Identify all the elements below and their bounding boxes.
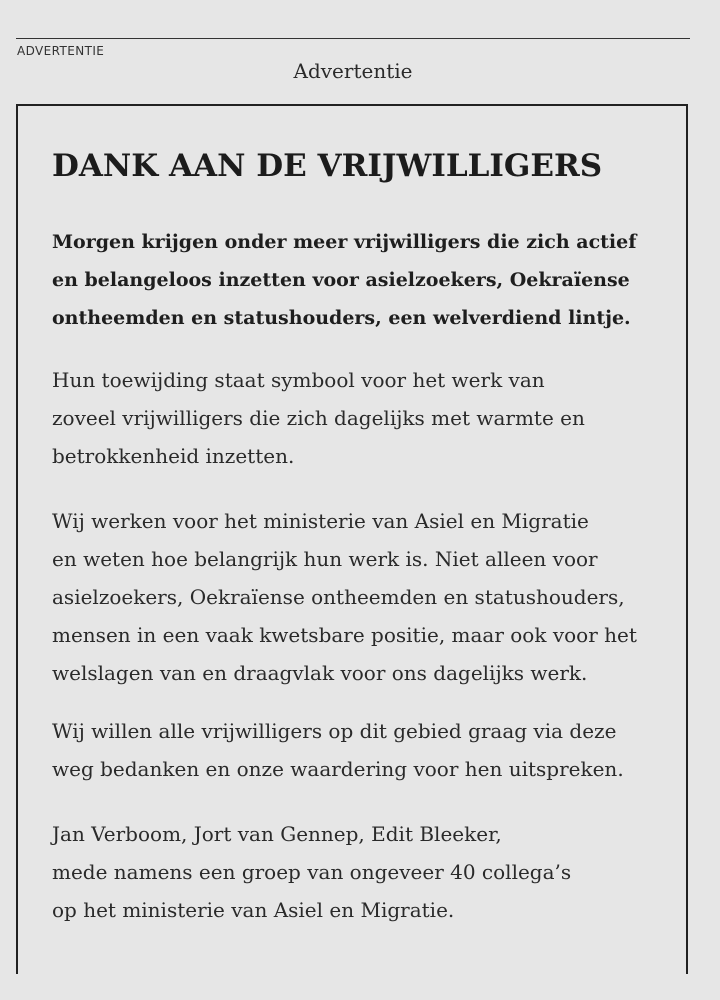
- signature-block: [52, 815, 571, 929]
- lead-paragraph: [52, 223, 636, 337]
- paragraph-line: asielzoekers, Oekraïense ontheemden en statushouders,: [52, 585, 625, 609]
- paragraph-line: Wij willen alle vrijwilligers op dit gebied graag via deze: [52, 719, 617, 743]
- body-paragraph-1: [52, 361, 585, 475]
- paragraph-line: zoveel vrijwilligers die zich dagelijks met warmte en: [52, 406, 585, 430]
- paragraph-line: Hun toewijding staat symbool voor het werk van: [52, 368, 545, 392]
- ad-label: Advertentie: [293, 59, 413, 83]
- body-paragraph-3: [52, 712, 624, 788]
- paragraph-line: betrokkenheid inzetten.: [52, 444, 295, 468]
- paragraph-line: mensen in een vaak kwetsbare positie, maar ook voor het: [52, 623, 637, 647]
- ad-headline: DANK AAN DE VRIJWILLIGERS: [52, 148, 603, 184]
- section-kicker: ADVERTENTIE: [17, 44, 105, 58]
- top-divider: [16, 38, 690, 39]
- signature-line: op het ministerie van Asiel en Migratie.: [52, 898, 455, 922]
- paragraph-line: en weten hoe belangrijk hun werk is. Niet alleen voor: [52, 547, 598, 571]
- lead-line: ontheemden en statushouders, een welverdiend lintje.: [52, 307, 631, 329]
- paragraph-line: Wij werken voor het ministerie van Asiel en Migratie: [52, 509, 589, 533]
- paragraph-line: weg bedanken en onze waardering voor hen uitspreken.: [52, 757, 624, 781]
- lead-line: en belangeloos inzetten voor asielzoekers, Oekraïense: [52, 269, 630, 291]
- signature-line: Jan Verboom, Jort van Gennep, Edit Bleeker,: [52, 822, 502, 846]
- signature-line: mede namens een groep van ongeveer 40 collega’s: [52, 860, 572, 884]
- paragraph-line: welslagen van en draagvlak voor ons dagelijks werk.: [52, 661, 588, 685]
- lead-line: Morgen krijgen onder meer vrijwilligers die zich actief: [52, 231, 637, 253]
- body-paragraph-2: [52, 502, 637, 692]
